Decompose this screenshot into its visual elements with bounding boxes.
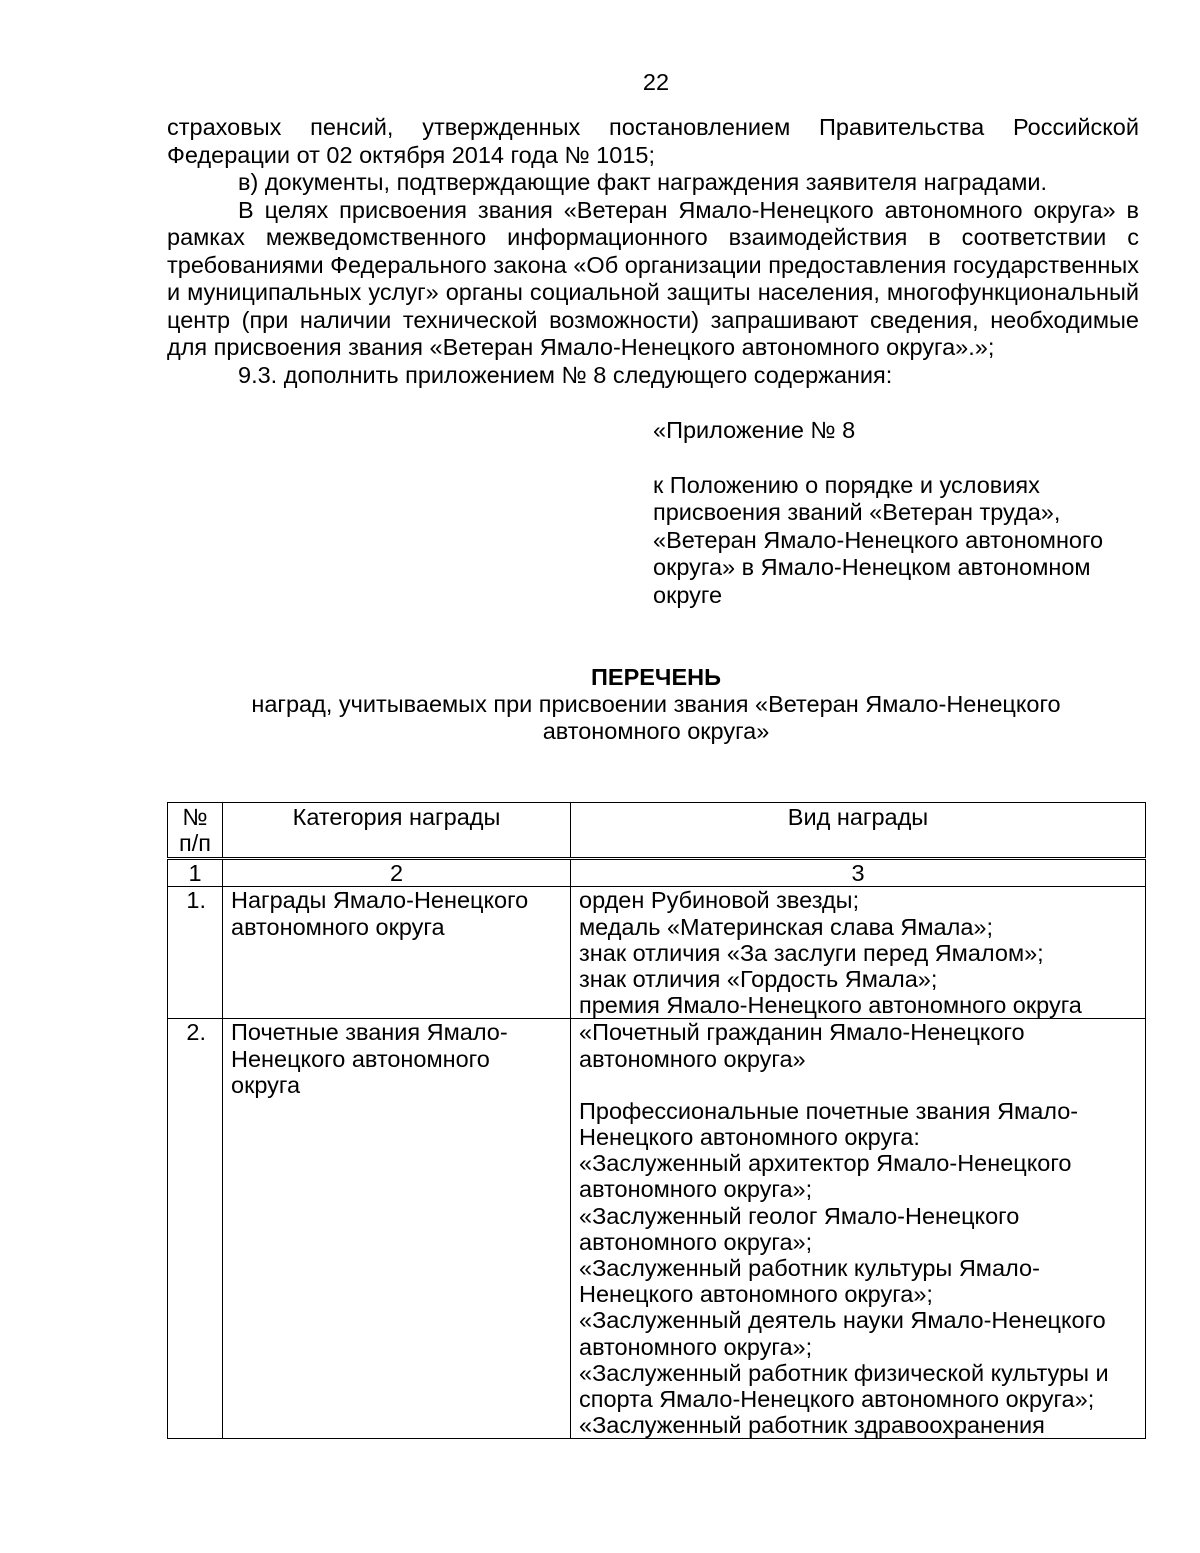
row-index: 2. <box>168 1019 223 1439</box>
row-category: Почетные звания Ямало-Ненецкого автономного округа <box>223 1019 571 1439</box>
table-row <box>168 887 1146 1019</box>
header-cell-award-type: Вид награды <box>571 803 1146 859</box>
award-item: «Заслуженный геолог Ямало-Ненецкого автономного округа»; <box>579 1202 1020 1255</box>
award-group-title: Профессиональные почетные звания Ямало-Ненецкого автономного округа: <box>579 1097 1079 1151</box>
list-title: ПЕРЕЧЕНЬ <box>591 664 721 690</box>
row-index: 1. <box>168 887 223 1019</box>
appendix-title: «Приложение № 8 <box>653 417 856 443</box>
award-item: «Заслуженный деятель науки Ямало-Ненецкого автономного округа»; <box>579 1307 1106 1360</box>
list-subtitle: автономного округа» <box>542 718 770 744</box>
awards-table <box>167 802 1146 1439</box>
paragraph: В целях присвоения звания «Ветеран Ямало-Ненецкого автономного округа» в рамках межведомственного информационного взаимодействия в соответствии с требованиями Федерального закона «Об организации предоставления государственных и муниципальных услуг» органы социальной защиты населения, многофункциональный центр (при наличии технической возможности) запрашивают сведения, необходимые для присвоения звания «Ветеран Ямало-Ненецкого автономного округа».»; <box>167 196 1139 360</box>
award-item: знак отличия «За заслуги перед Ямалом»; <box>579 939 1044 966</box>
header-cell-category: Категория награды <box>223 803 571 859</box>
column-number: 2 <box>223 859 571 887</box>
body-text <box>167 114 1139 389</box>
appendix-line: «Ветеран Ямало-Ненецкого автономного <box>653 526 1104 553</box>
award-item: знак отличия «Гордость Ямала»; <box>579 966 938 993</box>
row-awards <box>571 887 1146 1019</box>
paragraph: 9.3. дополнить приложением № 8 следующего содержания: <box>238 361 893 388</box>
table-row <box>168 1019 1146 1439</box>
table-header-row <box>168 803 1146 859</box>
page-number: 22 <box>642 69 670 95</box>
appendix-block <box>653 417 1173 609</box>
row-category: Награды Ямало-Ненецкого автономного округа <box>223 887 571 1019</box>
column-number: 1 <box>168 859 223 887</box>
list-heading <box>167 664 1145 745</box>
award-item: «Заслуженный работник физической культуры и спорта Ямало-Ненецкого автономного округа»; <box>579 1359 1109 1413</box>
award-item: медаль «Материнская слава Ямала»; <box>579 913 993 940</box>
column-number-row <box>168 859 1146 887</box>
list-subtitle: наград, учитываемых при присвоении звания «Ветеран Ямало-Ненецкого <box>251 691 1061 717</box>
column-number: 3 <box>571 859 1146 887</box>
award-item: премия Ямало-Ненецкого автономного округа <box>579 992 1082 1019</box>
award-intro: «Почетный гражданин Ямало-Ненецкого автономного округа» <box>579 1019 1025 1072</box>
appendix-line: округе <box>653 581 723 608</box>
paragraph: в) документы, подтверждающие факт награждения заявителя наградами. <box>238 169 1048 195</box>
row-awards <box>571 1019 1146 1439</box>
award-item: орден Рубиновой звезды; <box>579 887 860 914</box>
appendix-line: к Положению о порядке и условиях <box>653 471 1040 498</box>
award-item: «Заслуженный работник культуры Ямало-Ненецкого автономного округа»; <box>579 1255 1040 1308</box>
header-cell-number: № п/п <box>168 803 223 859</box>
spacer <box>579 1072 1137 1098</box>
paragraph: страховых пенсий, утвержденных постановлением Правительства Российской Федерации от 02 октября 2014 года № 1015; <box>167 114 1139 168</box>
award-item: «Заслуженный работник здравоохранения <box>579 1412 1045 1439</box>
appendix-line: присвоения званий «Ветеран труда», <box>653 499 1061 525</box>
appendix-line: округа» в Ямало-Ненецком автономном <box>653 554 1091 580</box>
award-item: «Заслуженный архитектор Ямало-Ненецкого автономного округа»; <box>579 1150 1072 1203</box>
